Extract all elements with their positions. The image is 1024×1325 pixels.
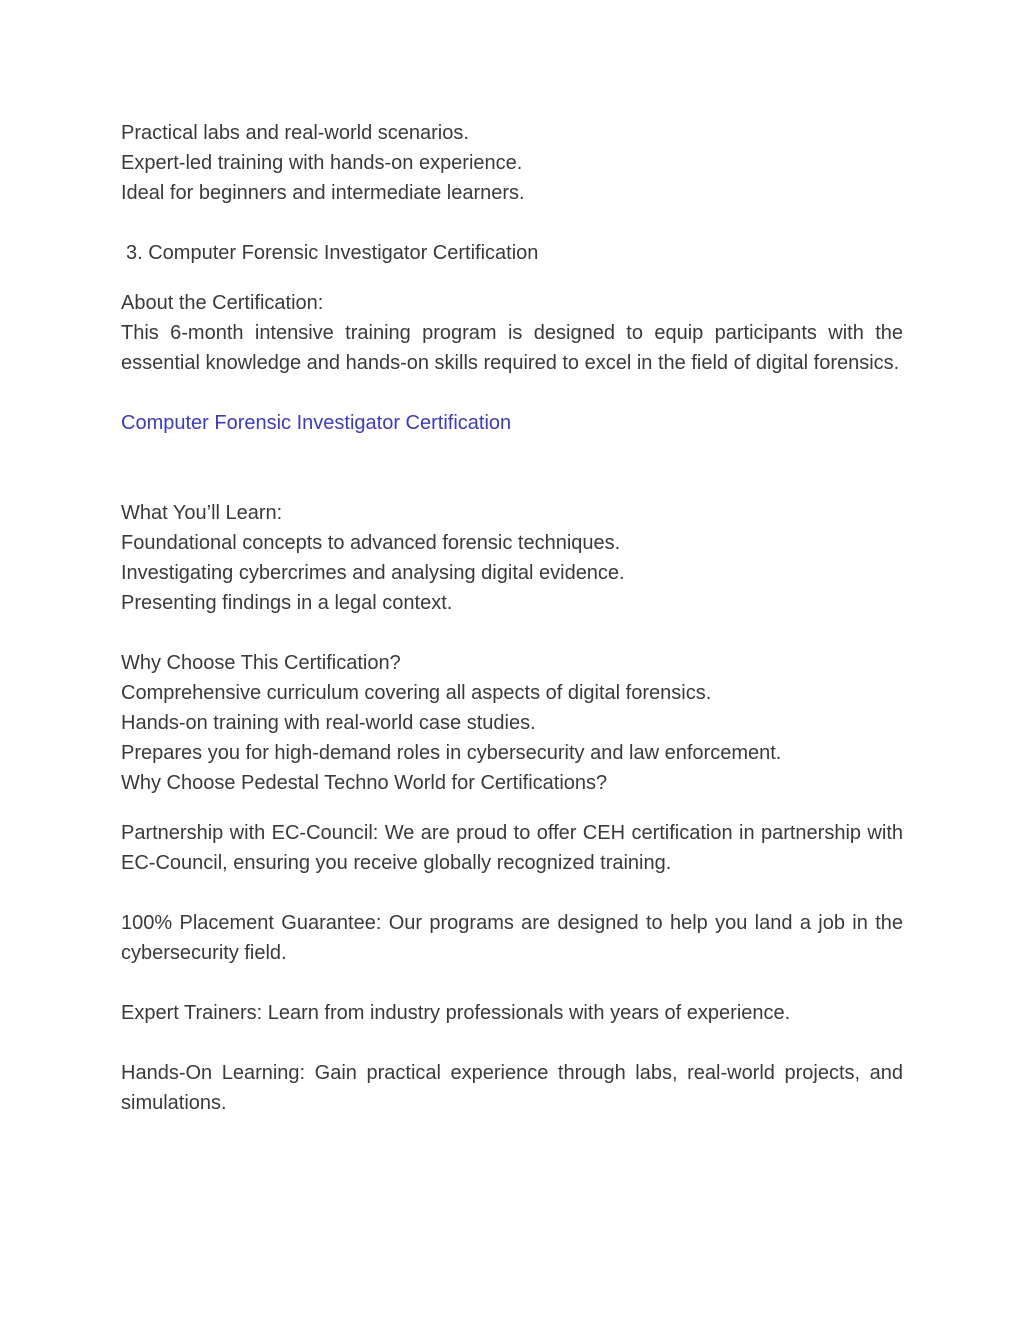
why-followup: Why Choose Pedestal Techno World for Certifications? xyxy=(121,772,608,794)
intro-list xyxy=(121,118,903,208)
document-page xyxy=(121,118,903,1118)
about-section xyxy=(121,288,903,378)
benefits-section xyxy=(121,818,903,1118)
intro-item: Practical labs and real-world scenarios. xyxy=(121,122,469,144)
certification-link[interactable]: Computer Forensic Investigator Certification xyxy=(121,412,512,434)
intro-item: Expert-led training with hands-on experience. xyxy=(121,152,523,174)
learn-item: Presenting findings in a legal context. xyxy=(121,592,453,614)
why-item: Hands-on training with real-world case studies. xyxy=(121,712,536,734)
benefit-paragraph: Hands-On Learning: Gain practical experience through labs, real-world projects, and simulations. xyxy=(121,1062,903,1114)
section-heading: 3. Computer Forensic Investigator Certification xyxy=(126,242,539,264)
learn-item: Investigating cybercrimes and analysing digital evidence. xyxy=(121,562,625,584)
benefit-paragraph: 100% Placement Guarantee: Our programs are designed to help you land a job in the cybersecurity field. xyxy=(121,912,903,964)
learn-section xyxy=(121,498,903,618)
about-text: This 6-month intensive training program is designed to equip participants with the essential knowledge and hands-on skills required to excel in the field of digital forensics. xyxy=(121,322,903,374)
learn-label: What You’ll Learn: xyxy=(121,502,283,524)
about-label: About the Certification: xyxy=(121,292,324,314)
intro-item: Ideal for beginners and intermediate learners. xyxy=(121,182,525,204)
learn-item: Foundational concepts to advanced forensic techniques. xyxy=(121,532,621,554)
why-item: Comprehensive curriculum covering all aspects of digital forensics. xyxy=(121,682,712,704)
why-section xyxy=(121,648,903,798)
why-item: Prepares you for high-demand roles in cybersecurity and law enforcement. xyxy=(121,742,782,764)
why-label: Why Choose This Certification? xyxy=(121,652,401,674)
benefit-paragraph: Partnership with EC-Council: We are proud to offer CEH certification in partnership with EC-Council, ensuring you receive globally recognized training. xyxy=(121,822,903,874)
benefit-paragraph: Expert Trainers: Learn from industry professionals with years of experience. xyxy=(121,1002,791,1024)
